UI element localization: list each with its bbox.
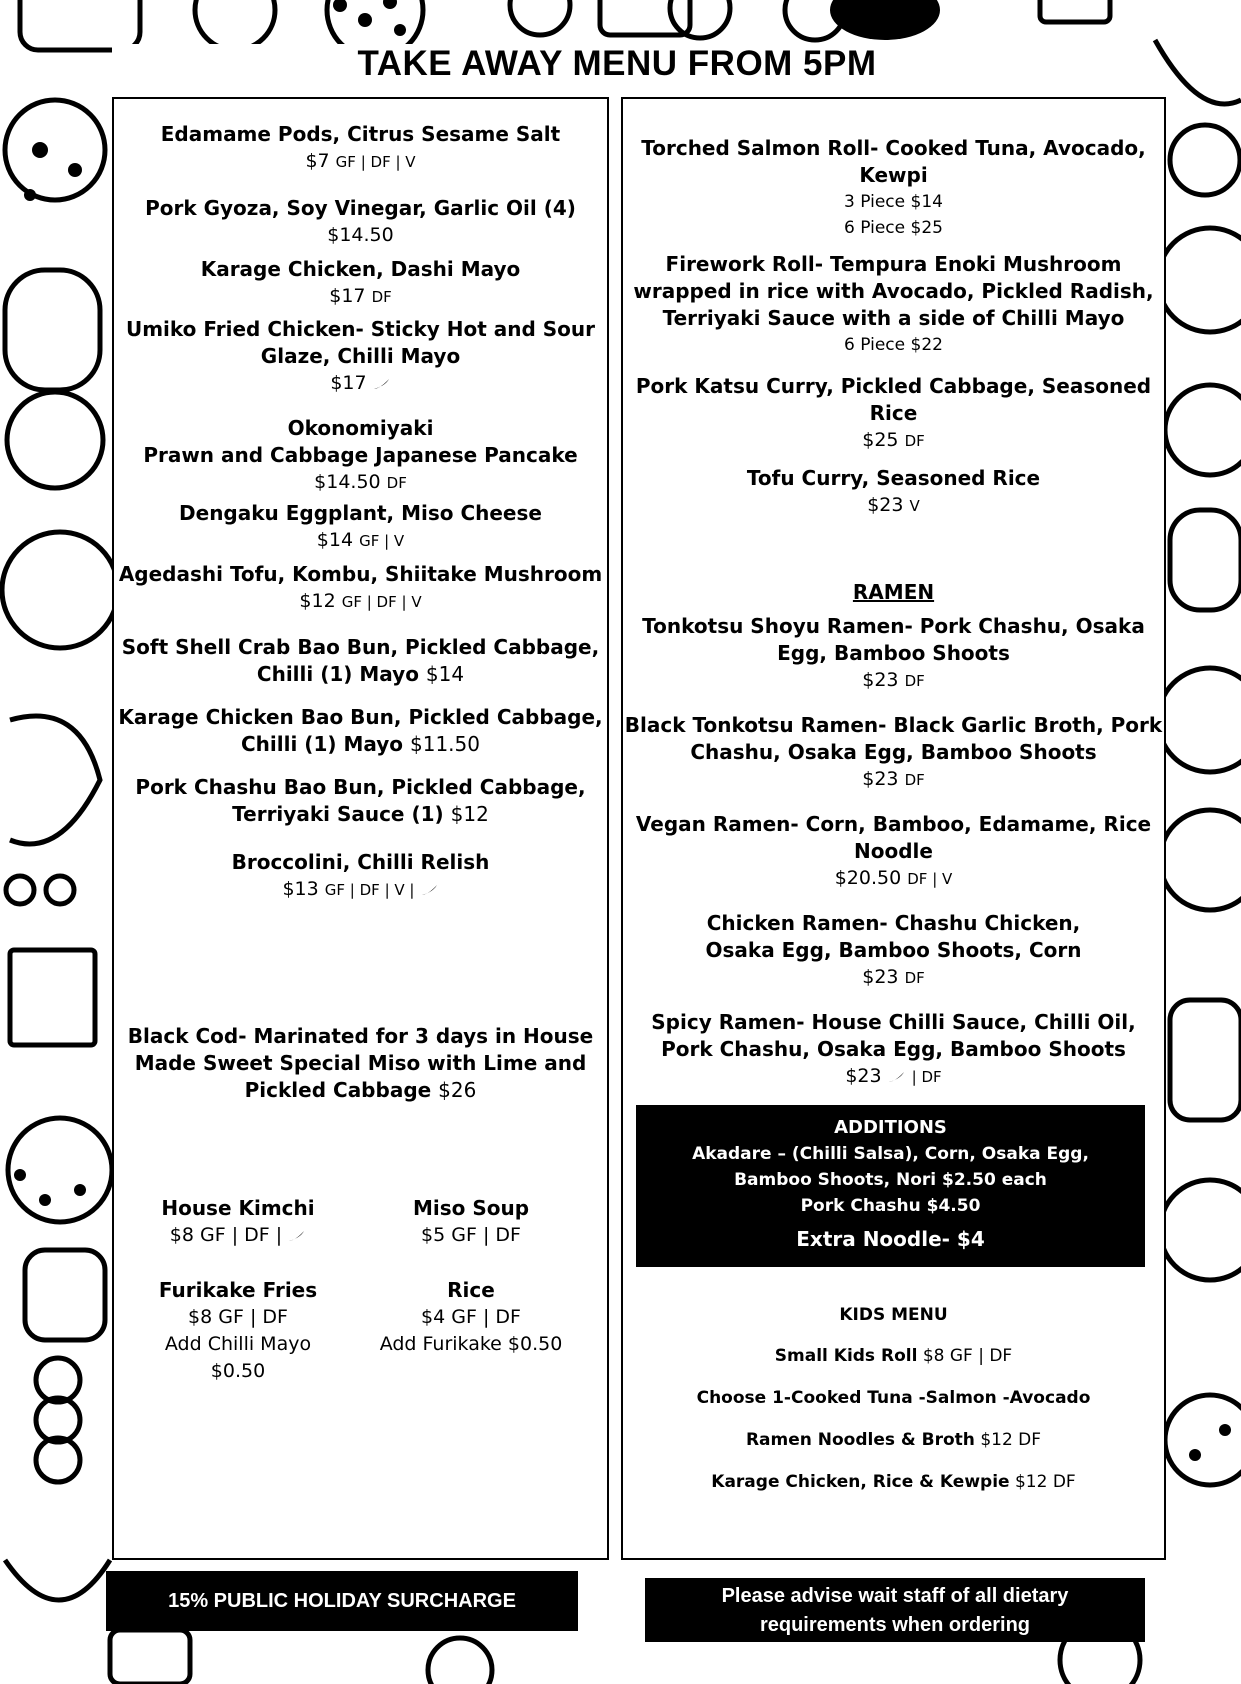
- dietary-notice-banner: [645, 1578, 1145, 1642]
- menu-item-edamame: [114, 121, 607, 176]
- kids-item-price: $12 DF: [980, 1430, 1042, 1450]
- additions-heading: ADDITIONS: [834, 1117, 947, 1138]
- additions-box: [636, 1105, 1145, 1267]
- item-name: Edamame Pods, Citrus Sesame Salt: [160, 122, 561, 146]
- item-price: $7: [305, 150, 330, 172]
- item-tags: V: [909, 497, 920, 515]
- item-name: Agedashi Tofu, Kombu, Shiitake Mushroom: [118, 562, 603, 586]
- item-name-line1: Pork Katsu Curry, Pickled Cabbage, Seasoned: [635, 374, 1152, 398]
- item-price: $14: [425, 662, 465, 686]
- menu-item-okonomiyaki: [114, 415, 607, 497]
- additions-line-2: Bamboo Shoots, Nori $2.50 each: [734, 1170, 1047, 1190]
- item-price: $13: [282, 878, 319, 900]
- menu-item-dengaku-eggplant: [114, 500, 607, 555]
- item-name-line2: Rice: [869, 401, 918, 425]
- menu-item-torched-salmon-roll: [623, 135, 1164, 241]
- item-name-line2: Egg, Bamboo Shoots: [777, 641, 1010, 665]
- menu-item-tonkotsu-shoyu-ramen: [623, 613, 1164, 695]
- chilli-icon: [421, 884, 439, 896]
- item-tags: GF | DF | V: [335, 153, 416, 171]
- menu-item-umiko-fried-chicken: [114, 316, 607, 397]
- menu-item-pork-katsu-curry: [623, 373, 1164, 455]
- left-menu-panel: [112, 97, 609, 1560]
- item-price: $17: [330, 372, 367, 394]
- additions-line-1: Akadare – (Chilli Salsa), Corn, Osaka Egg,: [692, 1144, 1089, 1164]
- item-name: Dengaku Eggplant, Miso Cheese: [179, 501, 542, 525]
- item-name-line1: Okonomiyaki: [287, 416, 434, 440]
- item-price-line: [114, 588, 607, 616]
- item-price-line: [114, 527, 607, 555]
- item-name-line2: Glaze, Chilli Mayo: [260, 344, 461, 368]
- additions-extra-noodle: Extra Noodle- $4: [796, 1227, 985, 1251]
- item-name-line1: Pork Chashu Bao Bun, Pickled Cabbage,: [135, 775, 586, 799]
- item-price-line: [623, 766, 1164, 794]
- item-name-line2: Terriyaki Sauce (1): [232, 802, 444, 826]
- side-price: $4 GF | DF: [421, 1306, 521, 1328]
- menu-item-vegan-ramen: [623, 811, 1164, 893]
- side-extra-line1: Add Furikake $0.50: [379, 1333, 563, 1355]
- item-price: $25: [862, 429, 899, 451]
- menu-item-black-tonkotsu-ramen: [623, 712, 1164, 794]
- item-name-line2: Kewpi: [859, 163, 928, 187]
- item-price-line: [623, 492, 1164, 520]
- side-price: $5 GF | DF: [421, 1224, 521, 1246]
- item-price-line: [623, 865, 1164, 893]
- item-name-line2: Chilli (1) Mayo: [256, 662, 419, 686]
- menu-item-tofu-curry: [623, 465, 1164, 520]
- side-name: House Kimchi: [161, 1196, 315, 1220]
- item-tags: DF: [904, 771, 925, 789]
- item-name-line3-with-price: [114, 1077, 607, 1104]
- item-price: $23: [845, 1065, 882, 1087]
- side-name: Furikake Fries: [158, 1278, 318, 1302]
- item-option-1: 6 Piece $22: [844, 335, 943, 355]
- item-tags: DF: [371, 288, 392, 306]
- item-name-line2: Osaka Egg, Bamboo Shoots, Corn: [705, 938, 1082, 962]
- item-tags: DF: [904, 969, 925, 987]
- item-name-line1: Tonkotsu Shoyu Ramen- Pork Chashu, Osaka: [642, 614, 1145, 638]
- item-price: $14.50: [327, 224, 394, 246]
- item-name-line3: Pickled Cabbage: [244, 1078, 432, 1102]
- kids-item-name: Small Kids Roll: [774, 1346, 918, 1366]
- item-price-line: [114, 469, 607, 497]
- item-name-line2: wrapped in rice with Avocado, Pickled Radish,: [633, 279, 1154, 303]
- item-name-line2-with-price: [114, 801, 607, 828]
- item-name-line2: Noodle: [854, 839, 933, 863]
- side-price: $8 GF | DF |: [169, 1224, 283, 1246]
- page-title: TAKE AWAY MENU FROM 5PM: [112, 44, 1122, 84]
- item-tags: DF: [904, 672, 925, 690]
- menu-item-broccolini: [114, 849, 607, 904]
- item-price-line: [114, 370, 607, 397]
- item-name-line1: Spicy Ramen- House Chilli Sauce, Chilli Oil,: [651, 1010, 1136, 1034]
- item-name-line1: Black Cod- Marinated for 3 days in House: [127, 1024, 594, 1048]
- kids-item-name: Karage Chicken, Rice & Kewpie: [711, 1472, 1010, 1492]
- item-tags: | DF: [911, 1068, 942, 1086]
- side-price: $8 GF | DF: [188, 1306, 288, 1328]
- item-option-2: 6 Piece $25: [844, 218, 943, 238]
- kids-item-small-roll: [623, 1346, 1164, 1366]
- dietary-notice-line-1: Please advise wait staff of all dietary: [721, 1585, 1069, 1607]
- menu-item-pork-chashu-bao: [114, 774, 607, 828]
- item-price: $17: [329, 285, 366, 307]
- right-menu-panel: [621, 97, 1166, 1560]
- item-tags: DF: [904, 432, 925, 450]
- item-price-line: [623, 1063, 1164, 1091]
- item-price: $20.50: [834, 867, 902, 889]
- dietary-notice-line-2: requirements when ordering: [759, 1614, 1031, 1636]
- item-name: Broccolini, Chilli Relish: [231, 850, 490, 874]
- side-miso-soup: [356, 1195, 586, 1249]
- item-price-line: [623, 964, 1164, 992]
- menu-item-black-cod: [114, 1023, 607, 1104]
- kids-item-choose: [623, 1388, 1164, 1408]
- item-price-line: [114, 283, 607, 311]
- side-name: Miso Soup: [412, 1196, 530, 1220]
- item-name: Karage Chicken, Dashi Mayo: [200, 257, 521, 281]
- item-name-line2: Pork Chashu, Osaka Egg, Bamboo Shoots: [661, 1037, 1126, 1061]
- side-name: Rice: [447, 1278, 495, 1302]
- item-name-line3: Terriyaki Sauce with a side of Chilli Mayo: [662, 306, 1125, 330]
- chilli-icon: [373, 378, 391, 390]
- item-name-line2: Made Sweet Special Miso with Lime and: [134, 1051, 587, 1075]
- item-name: Pork Gyoza, Soy Vinegar, Garlic Oil (4): [145, 196, 576, 220]
- item-name-line1: Chicken Ramen- Chashu Chicken,: [706, 911, 1081, 935]
- item-tags: GF | DF | V |: [324, 881, 415, 899]
- item-price: $23: [862, 669, 899, 691]
- item-tags: DF | V: [907, 870, 953, 888]
- menu-item-spicy-ramen: [623, 1009, 1164, 1091]
- item-tags: GF | DF | V: [341, 593, 422, 611]
- item-price: $12: [299, 590, 336, 612]
- side-rice: [356, 1277, 586, 1358]
- item-name-line1: Umiko Fried Chicken- Sticky Hot and Sour: [125, 317, 596, 341]
- item-price: $14.50: [314, 471, 381, 493]
- item-price: $12: [450, 802, 489, 826]
- item-tags: DF: [386, 474, 407, 492]
- side-extra-line1: Add Chilli Mayo: [164, 1333, 312, 1355]
- item-option-1: 3 Piece $14: [844, 192, 943, 212]
- item-name-line1: Vegan Ramen- Corn, Bamboo, Edamame, Rice: [635, 812, 1152, 836]
- chilli-icon: [888, 1071, 906, 1083]
- menu-item-agedashi-tofu: [114, 561, 607, 616]
- item-price-line: [114, 148, 607, 176]
- ramen-section-heading: RAMEN: [852, 580, 935, 604]
- item-price: $23: [862, 966, 899, 988]
- menu-item-firework-roll: [623, 251, 1164, 358]
- item-price: $23: [867, 494, 904, 516]
- item-name-line2: Prawn and Cabbage Japanese Pancake: [143, 443, 578, 467]
- item-name-line1: Torched Salmon Roll- Cooked Tuna, Avocado,: [641, 136, 1146, 160]
- item-price: $26: [438, 1078, 477, 1102]
- side-house-kimchi: [123, 1195, 353, 1249]
- public-holiday-surcharge-banner: 15% PUBLIC HOLIDAY SURCHARGE: [106, 1571, 578, 1631]
- item-price: $11.50: [410, 732, 480, 756]
- item-name-line2: Chashu, Osaka Egg, Bamboo Shoots: [690, 740, 1097, 764]
- item-name-line1: Black Tonkotsu Ramen- Black Garlic Broth, Pork: [624, 713, 1163, 737]
- side-furikake-fries: [123, 1277, 353, 1385]
- kids-menu-heading: KIDS MENU: [839, 1305, 948, 1325]
- item-name-line2-with-price: [114, 731, 607, 758]
- kids-item-price: $12 DF: [1014, 1472, 1076, 1492]
- item-name: Tofu Curry, Seasoned Rice: [746, 466, 1041, 490]
- kids-item-name: Choose 1-Cooked Tuna -Salmon -Avocado: [696, 1388, 1091, 1408]
- item-price: $23: [862, 768, 899, 790]
- item-price-line: [623, 667, 1164, 695]
- kids-item-price: $8 GF | DF: [922, 1346, 1013, 1366]
- menu-item-karage-chicken-bao: [114, 704, 607, 758]
- item-name-line1: Soft Shell Crab Bao Bun, Pickled Cabbage,: [121, 635, 600, 659]
- item-price-line: [114, 876, 607, 904]
- item-price: $14: [316, 529, 354, 551]
- item-name-line1: Firework Roll- Tempura Enoki Mushroom: [665, 252, 1122, 276]
- menu-item-pork-gyoza: [114, 195, 607, 249]
- item-price-line: [623, 427, 1164, 455]
- item-name-line2-with-price: [114, 661, 607, 688]
- menu-item-karage-chicken: [114, 256, 607, 311]
- kids-item-karage-chicken: [623, 1472, 1164, 1492]
- side-extra-line2: $0.50: [210, 1360, 266, 1382]
- item-tags: GF | V: [359, 532, 405, 550]
- menu-item-soft-shell-crab-bao: [114, 634, 607, 688]
- menu-item-chicken-ramen: [623, 910, 1164, 992]
- kids-item-ramen-noodles: [623, 1430, 1164, 1450]
- kids-item-name: Ramen Noodles & Broth: [745, 1430, 975, 1450]
- item-name-line2: Chilli (1) Mayo: [241, 732, 404, 756]
- additions-line-3: Pork Chashu $4.50: [800, 1196, 981, 1216]
- item-name-line1: Karage Chicken Bao Bun, Pickled Cabbage,: [118, 705, 603, 729]
- chilli-icon: [288, 1230, 306, 1242]
- side-price-line: [123, 1222, 353, 1249]
